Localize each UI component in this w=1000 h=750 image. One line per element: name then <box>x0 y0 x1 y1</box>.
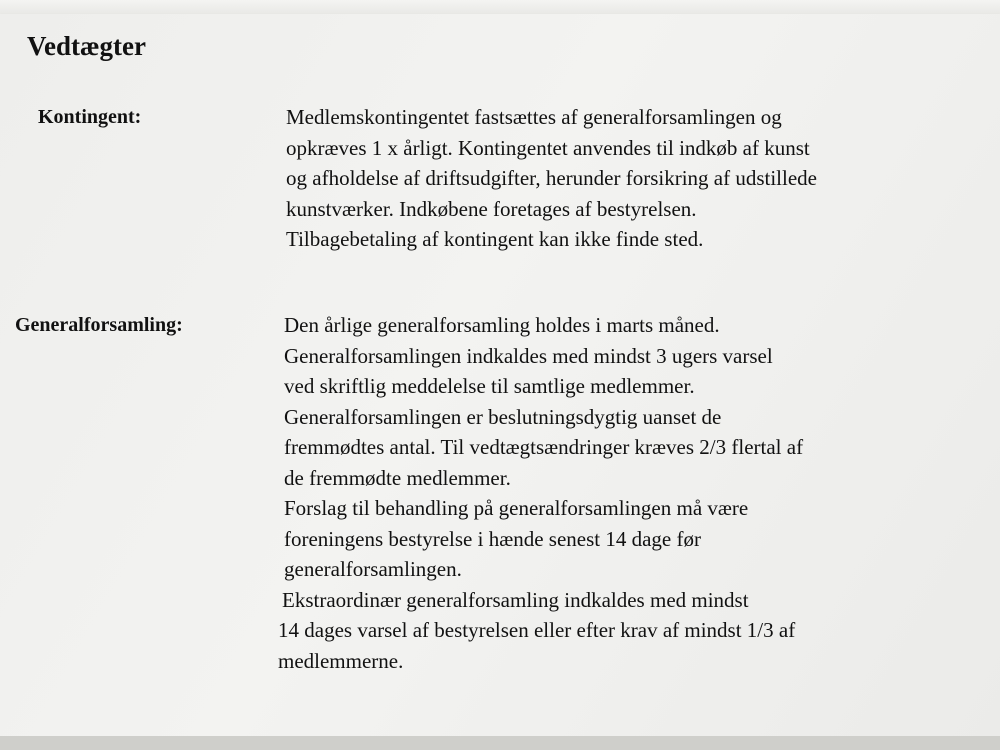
text-line: Forslag til behandling på generalforsamlingen må være <box>284 496 749 520</box>
document-title: Vedtægter <box>27 31 146 61</box>
text-line: Ekstraordinær generalforsamling indkaldes med mindst <box>282 587 749 612</box>
text-line: og afholdelse af driftsudgifter, herunder forsikring af udstillede <box>286 166 817 190</box>
text-line: fremmødtes antal. Til vedtægtsændringer kræves 2/3 flertal af <box>284 435 804 459</box>
text-line: Generalforsamlingen er beslutningsdygtig uanset de <box>284 404 722 429</box>
bylaws-sheet <box>0 14 1000 736</box>
text-line: kunstværker. Indkøbene foretages af bestyrelsen. <box>286 196 697 221</box>
text-line: Generalforsamlingen indkaldes med mindst 3 ugers varsel <box>284 343 773 368</box>
desk-surface <box>0 736 1000 750</box>
section-description <box>286 102 817 255</box>
text-line: Medlemskontingentet fastsættes af generalforsamlingen og <box>286 105 782 129</box>
text-line: Tilbagebetaling af kontingent kan ikke finde sted. <box>286 227 704 251</box>
text-line: medlemmerne. <box>278 648 404 673</box>
text-line: 14 dages varsel af bestyrelsen eller efter krav af mindst 1/3 af <box>278 618 796 642</box>
text-line: foreningens bestyrelse i hænde senest 14 dage før <box>284 526 701 551</box>
section-term: Kontingent: <box>38 106 142 128</box>
text-line: Den årlige generalforsamling holdes i marts måned. <box>284 313 720 337</box>
section-description <box>278 310 804 676</box>
text-line: generalforsamlingen. <box>284 557 462 581</box>
section-term: Generalforsamling: <box>15 314 183 336</box>
text-line: de fremmødte medlemmer. <box>284 465 511 490</box>
text-line: ved skriftlig meddelelse til samtlige medlemmer. <box>284 374 695 398</box>
text-line: opkræves 1 x årligt. Kontingentet anvendes til indkøb af kunst <box>286 135 810 160</box>
